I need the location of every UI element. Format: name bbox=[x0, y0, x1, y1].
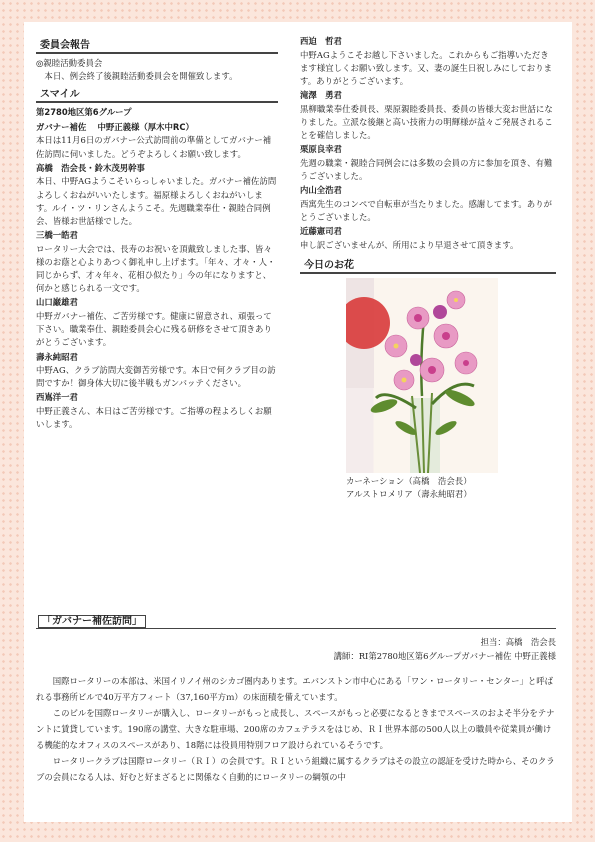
smile-entry-text: 西寓先生のコンペで自転車が当たりました。感謝してます。ありがとうございました。 bbox=[300, 198, 553, 222]
smile-entry-text: 本日は11月6日のガバナー公式訪問前の準備としてガバナー補佐訪問に伺いました。どうぞよろしくお願い致します。 bbox=[36, 135, 272, 159]
visit-heading-bar bbox=[36, 612, 556, 629]
smile-entry-text: 中野AG、クラブ訪問大変御苦労様です。本日で何クラブ目の訪問ですか！御身体大切に後半戦もガンバッテください。 bbox=[36, 365, 276, 389]
right-column bbox=[300, 34, 556, 501]
smile-entry-name: ガバナー補佐 中野正義様（厚木中RC） bbox=[36, 121, 194, 132]
smile-entry-name: 近藤憲司君 bbox=[300, 226, 342, 237]
smile-entry-name: 山口巌雄君 bbox=[36, 297, 78, 308]
flower-heading: 今日のお花 bbox=[300, 254, 556, 274]
visit-paragraph: ロータリークラブは国際ロータリー（ＲＩ）の会員です。ＲＩという組織に属するクラブはその設立の認証を受けた時から、そのクラブの会員になる人は、好むと好まざるとに関係なく自動的にロータリーの綱領の中 bbox=[36, 756, 555, 782]
left-column bbox=[36, 34, 278, 431]
smile-group: 第2780地区第6グループ bbox=[36, 107, 132, 118]
smile-entry-name: 高橋 浩会長・鈴木茂男幹事 bbox=[36, 162, 145, 173]
visit-paragraph: このビルを国際ロータリーが購入し、ロータリーがもっと成長し、スペースがもっと必要になるときまでスペースのおよそ半分をテナントに賃貸しています。190席の講堂、大きな駐車場、200席のカフェテラスをはじめ、ＲＩ世界本部の500人以上の職員や従業員が働ける機能的なオフィスのスペースがあり、18階には役員用特別フロア設けられているそうです。 bbox=[36, 708, 555, 750]
visit-lecturer: 講師：RI第2780地区第6グループガバナー補佐 中野正義様 bbox=[333, 651, 556, 661]
smile-entry-text: 中野正義さん、本日はご苦労様です。ご指導の程よろしくお願いします。 bbox=[36, 405, 272, 430]
flower-caption-2: アルストロメリア（壽永純昭君） bbox=[346, 488, 472, 499]
smile-entry-name: 内山全浩君 bbox=[300, 185, 342, 196]
smile-entry-text: ロータリー大会では、長寿のお祝いを頂戴致しました事、皆々様のお蔭と心よりあつく御礼申し上げます。「年々、才々・人・同じからず、才々年々、花相ひ似たり」今の年になりますと、何かと感じられる一文です。 bbox=[36, 243, 276, 294]
committee-heading: 委員会報告 bbox=[36, 34, 278, 54]
visit-heading: 「ガバナー補佐訪問」 bbox=[38, 615, 146, 628]
smile-entry-text: 先週の職業・親睦合同例会には多数の会員の方に参加を頂き、有難うございました。 bbox=[300, 157, 553, 181]
page-sheet bbox=[24, 22, 572, 822]
flower-caption-1: カーネーション（高橋 浩会長） bbox=[346, 475, 472, 486]
smile-entry-name: 壽永純昭君 bbox=[36, 351, 78, 362]
smile-entry-name: 滝澤 勇君 bbox=[300, 90, 342, 101]
smile-entry-text: 黒柳職業奉仕委員長、栗原親睦委員長、委員の皆様大変お世話になりました。立派な後継と高い技術力の明輝様が益々ご発展されることを確信しました。 bbox=[300, 103, 553, 141]
committee-sub: ◎親睦活動委員会 bbox=[36, 58, 103, 68]
smile-entry-text: 本日、中野AGようこそいらっしゃいました。ガバナー補佐訪問よろしくおねがいいたします。福原様よろしくおねがいします。ルイ・ツ・リンさんようこそ。先週職業奉仕・親睦合同例会、皆様お世話様でした。 bbox=[36, 176, 277, 226]
smile-heading: スマイル bbox=[36, 83, 278, 103]
governor-visit-section bbox=[36, 612, 556, 785]
smile-entry-text: 申し訳ございませんが、所用により早退させて頂きます。 bbox=[300, 239, 519, 250]
flower-photo bbox=[346, 278, 498, 473]
committee-text: 本日、例会終了後親睦活動委員会を開催致します。 bbox=[44, 71, 238, 82]
smile-entry-text: 中野ガバナー補佐、ご苦労様です。健康に留意され、頑張って下さい。職業奉仕、親睦委員会心に残る研修をさせて頂きありがとうございます。 bbox=[36, 310, 272, 348]
visit-paragraph: 国際ロータリーの本部は、米国イリノイ州のシカゴ圏内あります。エバンストン市中心にある「ワン・ロータリー・センター」と呼ばれる事務所ビルで40万平方フィート（37,160平方ｍ）の床面積を備えています。 bbox=[36, 676, 553, 702]
smile-entry-text: 中野AGようこそお越し下さいました。これからもご指導いただきます様宜しくお願い致します。又、妻の誕生日祝しみにしております。ありがとうございます。 bbox=[300, 49, 553, 86]
visit-charge: 担当：高橋 浩会長 bbox=[480, 637, 556, 647]
smile-entry-name: 西迫 哲君 bbox=[300, 36, 342, 46]
smile-entry-name: 西嶌洋一君 bbox=[36, 392, 78, 403]
smile-entry-name: 三橋一皓君 bbox=[36, 230, 78, 241]
flower-illustration bbox=[346, 278, 498, 473]
smile-entry-name: 栗原良幸君 bbox=[300, 144, 342, 155]
